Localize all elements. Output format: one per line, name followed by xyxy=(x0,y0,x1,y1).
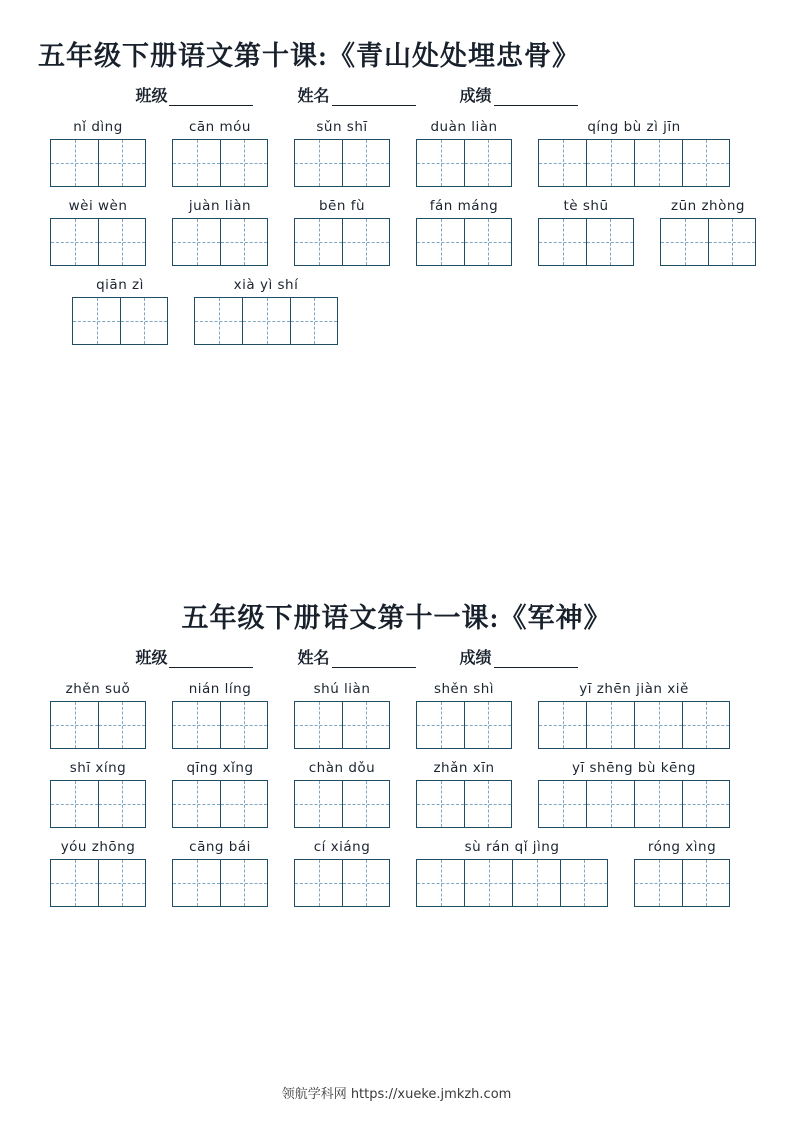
writing-grid[interactable] xyxy=(416,701,512,749)
word-entry xyxy=(50,759,146,828)
writing-cell[interactable] xyxy=(342,139,390,187)
writing-cell[interactable] xyxy=(194,297,242,345)
writing-cell[interactable] xyxy=(682,859,730,907)
writing-cell[interactable] xyxy=(294,218,342,266)
writing-cell[interactable] xyxy=(464,218,512,266)
writing-cell[interactable] xyxy=(416,139,464,187)
writing-grid[interactable] xyxy=(172,780,268,828)
word-entry xyxy=(294,197,390,266)
meta-class-label: 班级 xyxy=(135,650,168,667)
word-entry xyxy=(538,759,730,828)
writing-cell[interactable] xyxy=(98,701,146,749)
pinyin-label: zhǎn xīn xyxy=(433,760,495,776)
writing-cell[interactable] xyxy=(98,780,146,828)
writing-grid[interactable] xyxy=(50,218,146,266)
writing-cell[interactable] xyxy=(586,139,634,187)
writing-cell[interactable] xyxy=(416,218,464,266)
pinyin-label: cāng bái xyxy=(189,839,251,855)
writing-cell[interactable] xyxy=(220,859,268,907)
pinyin-label: sǔn shī xyxy=(316,119,368,135)
meta-score-label: 成绩 xyxy=(459,88,492,105)
section-title: 五年级下册语文第十课:《青山处处埋忠骨》 xyxy=(38,41,580,71)
meta-row xyxy=(0,83,793,106)
writing-cell[interactable] xyxy=(634,701,682,749)
writing-grid[interactable] xyxy=(172,139,268,187)
pinyin-label: fán máng xyxy=(429,198,499,214)
word-entry xyxy=(172,197,268,266)
word-entry xyxy=(416,197,512,266)
writing-cell[interactable] xyxy=(464,859,512,907)
word-entry xyxy=(416,118,512,187)
pinyin-label: yī shēng bù kēng xyxy=(571,760,696,776)
pinyin-label: shěn shì xyxy=(433,681,495,697)
word-entry xyxy=(194,276,338,345)
meta-score xyxy=(460,645,578,668)
meta-name xyxy=(297,645,415,668)
writing-cell[interactable] xyxy=(682,780,730,828)
writing-grid[interactable] xyxy=(634,859,730,907)
writing-cell[interactable] xyxy=(50,701,98,749)
writing-cell[interactable] xyxy=(416,780,464,828)
meta-name-blank[interactable] xyxy=(332,652,416,668)
word-row xyxy=(50,197,793,266)
writing-cell[interactable] xyxy=(50,139,98,187)
word-row xyxy=(50,838,793,907)
pinyin-label: qīng xǐng xyxy=(186,760,254,776)
writing-cell[interactable] xyxy=(172,780,220,828)
writing-cell[interactable] xyxy=(172,701,220,749)
writing-cell[interactable] xyxy=(560,859,608,907)
writing-grid[interactable] xyxy=(294,859,390,907)
writing-grid[interactable] xyxy=(660,218,756,266)
word-row xyxy=(50,118,793,187)
writing-grid[interactable] xyxy=(50,780,146,828)
writing-grid[interactable] xyxy=(50,859,146,907)
pinyin-label: tè shū xyxy=(563,198,609,214)
writing-grid[interactable] xyxy=(416,218,512,266)
writing-cell[interactable] xyxy=(50,218,98,266)
word-entry xyxy=(172,680,268,749)
word-entry xyxy=(172,759,268,828)
pinyin-label: bēn fù xyxy=(318,198,366,214)
pinyin-label: wèi wèn xyxy=(68,198,128,214)
pinyin-label: cí xiáng xyxy=(313,839,371,855)
pinyin-label: duàn liàn xyxy=(430,119,498,135)
writing-grid[interactable] xyxy=(416,859,608,907)
writing-cell[interactable] xyxy=(538,218,586,266)
word-entry xyxy=(294,118,390,187)
writing-cell[interactable] xyxy=(172,218,220,266)
writing-grid[interactable] xyxy=(194,297,338,345)
word-entry xyxy=(294,838,390,907)
meta-class-label: 班级 xyxy=(135,88,168,105)
pinyin-label: juàn liàn xyxy=(188,198,252,214)
pinyin-label: zūn zhòng xyxy=(670,198,746,214)
word-entry xyxy=(538,197,634,266)
writing-cell[interactable] xyxy=(172,859,220,907)
writing-cell[interactable] xyxy=(98,218,146,266)
section-title: 五年级下册语文第十一课:《军神》 xyxy=(181,603,612,633)
writing-cell[interactable] xyxy=(586,780,634,828)
writing-cell[interactable] xyxy=(98,859,146,907)
writing-grid[interactable] xyxy=(294,701,390,749)
meta-class xyxy=(135,645,253,668)
writing-cell[interactable] xyxy=(72,297,120,345)
pinyin-label: róng xìng xyxy=(647,839,717,855)
watermark-text: 领航学科网 https://xueke.jmkzh.com xyxy=(281,1087,512,1102)
writing-grid[interactable] xyxy=(50,701,146,749)
meta-class-blank[interactable] xyxy=(169,652,253,668)
writing-cell[interactable] xyxy=(342,701,390,749)
writing-grid[interactable] xyxy=(294,780,390,828)
page-footer xyxy=(0,1081,793,1104)
word-entry xyxy=(538,680,730,749)
writing-cell[interactable] xyxy=(660,218,708,266)
writing-grid[interactable] xyxy=(538,780,730,828)
word-entry xyxy=(294,680,390,749)
writing-cell[interactable] xyxy=(342,218,390,266)
writing-grid[interactable] xyxy=(172,701,268,749)
word-entry xyxy=(50,838,146,907)
meta-name-blank[interactable] xyxy=(332,90,416,106)
writing-cell[interactable] xyxy=(50,859,98,907)
writing-grid[interactable] xyxy=(172,859,268,907)
word-entry xyxy=(172,838,268,907)
writing-cell[interactable] xyxy=(538,780,586,828)
writing-cell[interactable] xyxy=(682,701,730,749)
writing-cell[interactable] xyxy=(708,218,756,266)
writing-cell[interactable] xyxy=(294,701,342,749)
pinyin-label: nián líng xyxy=(188,681,252,697)
writing-cell[interactable] xyxy=(586,218,634,266)
writing-cell[interactable] xyxy=(342,859,390,907)
word-rows xyxy=(0,118,793,345)
writing-cell[interactable] xyxy=(634,859,682,907)
meta-name xyxy=(297,83,415,106)
pinyin-label: shú liàn xyxy=(313,681,371,697)
writing-cell[interactable] xyxy=(220,218,268,266)
writing-cell[interactable] xyxy=(464,139,512,187)
writing-cell[interactable] xyxy=(294,780,342,828)
meta-name-label: 姓名 xyxy=(297,650,330,667)
writing-cell[interactable] xyxy=(512,859,560,907)
word-entry xyxy=(50,197,146,266)
writing-cell[interactable] xyxy=(538,701,586,749)
pinyin-label: zhěn suǒ xyxy=(65,681,131,697)
word-row xyxy=(50,680,793,749)
writing-cell[interactable] xyxy=(98,139,146,187)
meta-name-label: 姓名 xyxy=(297,88,330,105)
writing-cell[interactable] xyxy=(50,780,98,828)
word-entry xyxy=(72,276,168,345)
worksheet-section-lesson-11 xyxy=(0,596,793,917)
writing-grid[interactable] xyxy=(172,218,268,266)
writing-grid[interactable] xyxy=(72,297,168,345)
word-entry xyxy=(416,759,512,828)
meta-score-label: 成绩 xyxy=(459,650,492,667)
meta-class xyxy=(135,83,253,106)
pinyin-label: yóu zhōng xyxy=(60,839,136,855)
pinyin-label: xià yì shí xyxy=(233,277,299,293)
pinyin-label: qiān zì xyxy=(96,277,144,293)
writing-cell[interactable] xyxy=(220,139,268,187)
pinyin-label: chàn dǒu xyxy=(308,760,376,776)
pinyin-label: qíng bù zì jīn xyxy=(587,119,681,135)
pinyin-label: nǐ dìng xyxy=(73,119,123,135)
worksheet-section-lesson-10 xyxy=(0,34,793,355)
writing-cell[interactable] xyxy=(120,297,168,345)
writing-grid[interactable] xyxy=(538,701,730,749)
writing-grid[interactable] xyxy=(416,780,512,828)
word-entry xyxy=(50,680,146,749)
writing-cell[interactable] xyxy=(294,139,342,187)
meta-score-blank[interactable] xyxy=(494,90,578,106)
writing-grid[interactable] xyxy=(538,139,730,187)
writing-cell[interactable] xyxy=(416,701,464,749)
writing-grid[interactable] xyxy=(50,139,146,187)
word-entry xyxy=(538,118,730,187)
pinyin-label: sù rán qǐ jìng xyxy=(464,839,560,855)
writing-cell[interactable] xyxy=(682,139,730,187)
word-entry xyxy=(416,680,512,749)
pinyin-label: yī zhēn jiàn xiě xyxy=(579,681,689,697)
writing-grid[interactable] xyxy=(538,218,634,266)
writing-cell[interactable] xyxy=(220,780,268,828)
meta-score xyxy=(460,83,578,106)
word-entry xyxy=(660,197,756,266)
word-entry xyxy=(634,838,730,907)
meta-class-blank[interactable] xyxy=(169,90,253,106)
writing-cell[interactable] xyxy=(342,780,390,828)
word-row xyxy=(50,759,793,828)
writing-cell[interactable] xyxy=(220,701,268,749)
writing-cell[interactable] xyxy=(290,297,338,345)
meta-score-blank[interactable] xyxy=(494,652,578,668)
writing-grid[interactable] xyxy=(416,139,512,187)
writing-cell[interactable] xyxy=(634,780,682,828)
writing-cell[interactable] xyxy=(172,139,220,187)
pinyin-label: shī xíng xyxy=(69,760,127,776)
writing-grid[interactable] xyxy=(294,139,390,187)
word-rows xyxy=(0,680,793,907)
writing-cell[interactable] xyxy=(242,297,290,345)
word-entry xyxy=(50,118,146,187)
writing-cell[interactable] xyxy=(634,139,682,187)
writing-cell[interactable] xyxy=(294,859,342,907)
writing-cell[interactable] xyxy=(586,701,634,749)
writing-cell[interactable] xyxy=(416,859,464,907)
pinyin-label: cān móu xyxy=(188,119,251,135)
word-row xyxy=(50,276,793,345)
word-entry xyxy=(294,759,390,828)
writing-grid[interactable] xyxy=(294,218,390,266)
writing-cell[interactable] xyxy=(464,780,512,828)
word-entry xyxy=(172,118,268,187)
word-entry xyxy=(416,838,608,907)
writing-cell[interactable] xyxy=(538,139,586,187)
meta-row xyxy=(0,645,793,668)
writing-cell[interactable] xyxy=(464,701,512,749)
